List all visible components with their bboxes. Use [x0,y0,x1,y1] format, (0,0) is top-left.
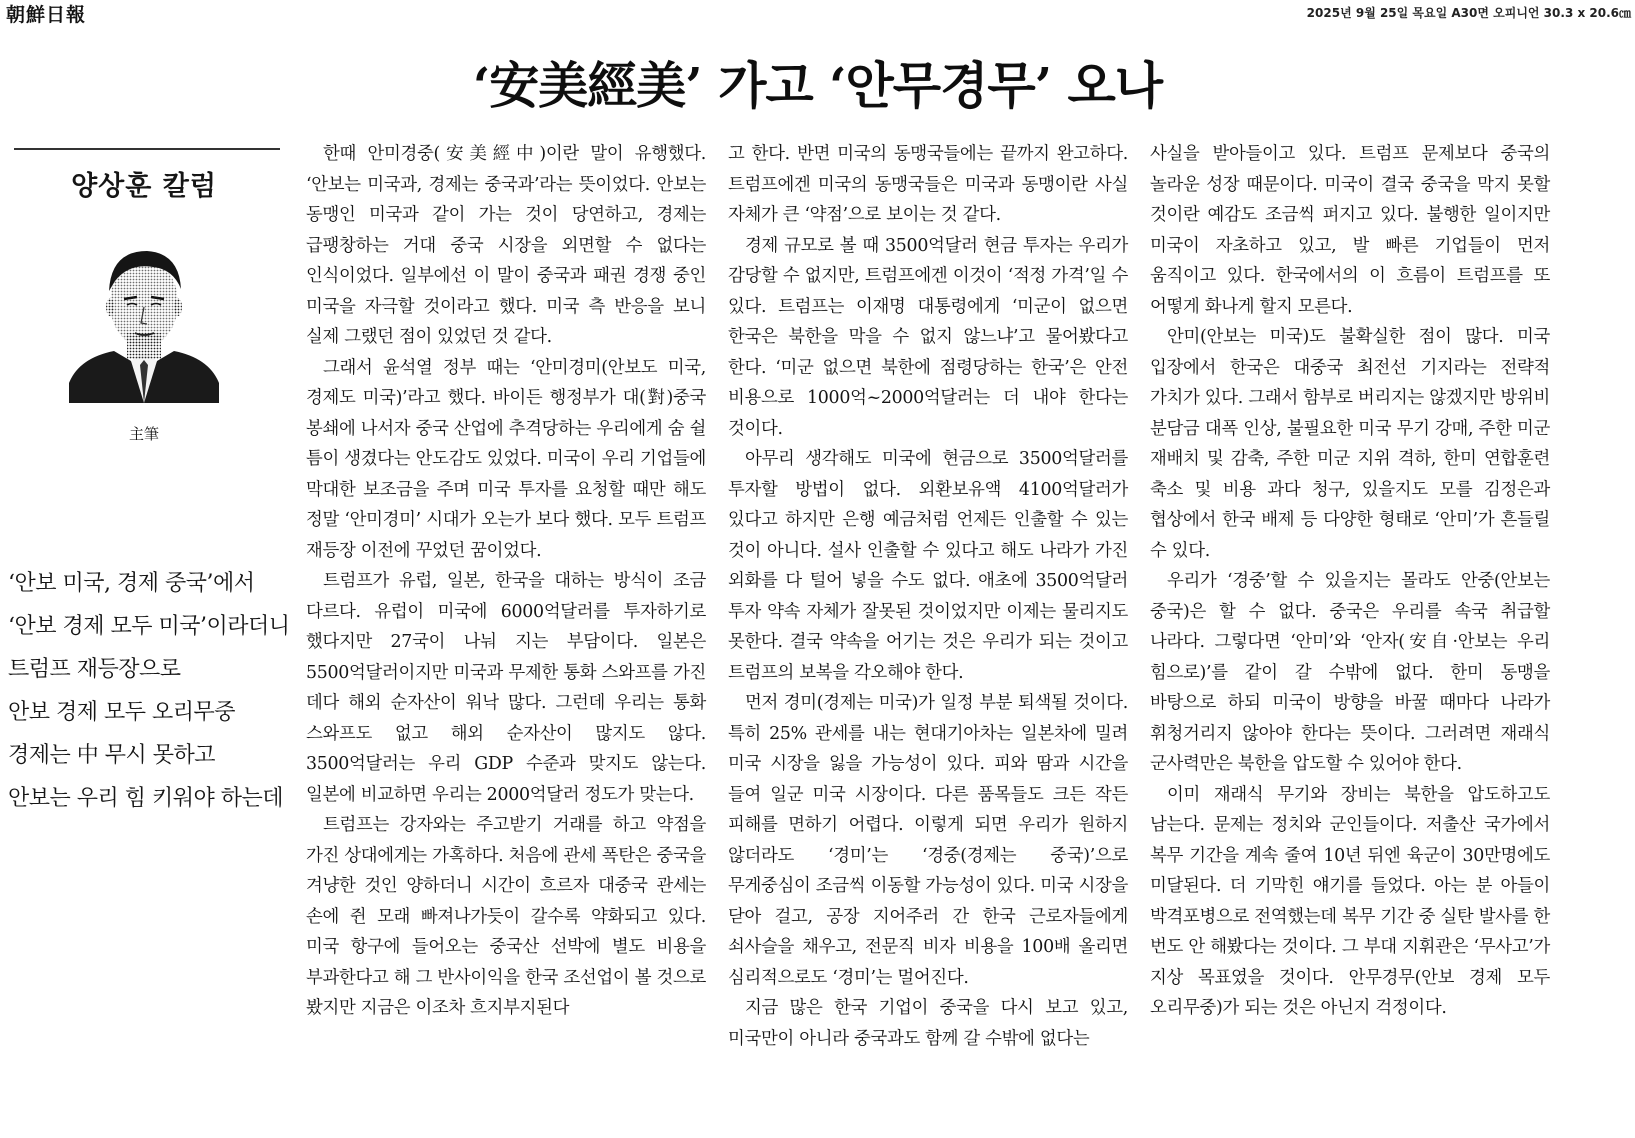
deck-line: ‘안보 미국, 경제 중국’에서 [8,571,255,596]
deck-line: 경제는 中 무시 못하고 [8,743,215,768]
article-paragraph: 한때 안미경중(安美經中)이란 말이 유행했다. ‘안보는 미국과, 경제는 중국과’라는 뜻이었다. 안보는 동맹인 미국과 같이 가는 것이 당연하고, 경제는 급팽창하는 거대 중국 시장을 외면할 수 없다는 인식이었다. 일부에선 이 말이 중국과 패권 경쟁 중인 미국을 자극할 것이라고 했다. 미국 측 반응을 보니 실제 그랬던 점이 있었던 것 같다. [306,144,706,347]
deck-line: 안보는 우리 힘 키워야 하는데 [8,786,283,811]
article-column-1 [306,139,706,1024]
deck-line: 안보 경제 모두 오리무중 [8,700,236,725]
divider [14,148,280,150]
article-paragraph: 고 한다. 반면 미국의 동맹국들에는 끝까지 완고하다. 트럼프에겐 미국의 동맹국들은 미국과 동맹이란 사실 자체가 큰 ‘약점’으로 보이는 것 같다. [728,144,1128,225]
article-paragraph: 트럼프가 유럽, 일본, 한국을 대하는 방식이 조금 다르다. 유럽이 미국에 6000억달러를 투자하기로 했다지만 27국이 나눠 지는 부담이다. 일본은 5500억달러이지만 미국과 무제한 통화 스와프를 가진 데다 해외 순자산이 워낙 많다. 그런데 우리는 통화 스와프도 없고 해외 순자산이 많지도 않다. 3500억달러는 우리 GDP 수준과 맞지도 않는다. 일본에 비교하면 우리는 2000억달러 정도가 맞는다. [306,571,706,805]
article-paragraph: 지금 많은 한국 기업이 중국을 다시 보고 있고, 미국만이 아니라 중국과도 함께 갈 수밖에 없다는 [728,998,1128,1049]
article-paragraph: 우리가 ‘경중’할 수 있을지는 몰라도 안중(안보는 중국)은 할 수 없다. 중국은 우리를 속국 취급할 나라다. 그렇다면 ‘안미’와 ‘안자(安自·안보는 우리 힘으로)’를 같이 갈 수밖에 없다. 한미 동맹을 바탕으로 하되 미국이 방향을 바꿀 때마다 나라가 휘청거리지 않아야 한다는 뜻이다. 그러려면 재래식 군사력만은 북한을 압도할 수 있어야 한다. [1150,571,1550,774]
article-column-2 [728,139,1128,1054]
article-paragraph: 트럼프는 강자와는 주고받기 거래를 하고 약점을 가진 상대에게는 가혹하다. 처음에 관세 폭탄은 중국을 겨냥한 것인 양하더니 시간이 흐르자 대중국 관세는 손에 쥔 모래 빠져나가듯이 갈수록 약화되고 있다. 미국 항구에 들어오는 중국산 선박에 별도 비용을 부과한다고 해 그 반사이익을 한국 조선업이 볼 것으로 봤지만 지금은 이조차 흐지부지된다 [306,815,706,1018]
deck-summary [8,562,288,820]
author-role: 主筆 [128,425,159,443]
edition-info: 2025년 9월 25일 목요일 A30면 오피니언 30.3 x 20.6㎝ [1306,6,1631,20]
article-paragraph: 먼저 경미(경제는 미국)가 일정 부분 퇴색될 것이다. 특히 25% 관세를 내는 현대기아차는 일본차에 밀려 미국 시장을 잃을 가능성이 있다. 피와 땀과 시간을 들여 일군 미국 시장이다. 다른 품목들도 크든 작든 피해를 면하기 어렵다. 이렇게 되면 우리가 원하지 않더라도 ‘경미’는 ‘경중(경제는 중국)’으로 무게중심이 조금씩 이동할 가능성이 있다. 미국 시장을 닫아 걸고, 공장 지어주러 간 한국 근로자들에게 쇠사슬을 채우고, 전문직 비자 비용을 100배 올리면 심리적으로도 ‘경미’는 멀어진다. [728,693,1128,988]
article-paragraph: 경제 규모로 볼 때 3500억달러 현금 투자는 우리가 감당할 수 없지만, 트럼프에겐 이것이 ‘적정 가격’일 수 있다. 트럼프는 이재명 대통령에게 ‘미군이 없으면 한국은 북한을 막을 수 없지 않느냐’고 물어봤다고 한다. ‘미군 없으면 북한에 점령당하는 한국’은 안전 비용으로 1000억~2000억달러는 더 내야 한다는 것이다. [728,235,1128,439]
article-paragraph: 아무리 생각해도 미국에 현금으로 3500억달러를 투자할 방법이 없다. 외환보유액 4100억달러가 있다고 하지만 은행 예금처럼 언제든 인출할 수 있는 것이 아니다. 설사 인출할 수 있다고 해도 나라가 가진 외화를 다 털어 넣을 수도 없다. 애초에 3500억달러 투자 약속 자체가 잘못된 것이었지만 이제는 물리지도 못한다. 결국 약속을 어기는 것은 우리가 되는 것이고 트럼프의 보복을 각오해야 한다. [728,449,1128,683]
deck-line: 트럼프 재등장으로 [8,657,181,682]
masthead-logo: 朝鮮日報 [6,4,87,26]
article-paragraph: 안미(안보는 미국)도 불확실한 점이 많다. 미국 입장에서 한국은 대중국 최전선 기지라는 전략적 가치가 있다. 그래서 함부로 버리지는 않겠지만 방위비 분담금 대폭 인상, 불필요한 미국 무기 강매, 주한 미군 재배치 및 감축, 주한 미군 지위 격하, 한미 연합훈련 축소 및 비용 과다 청구, 있을지도 모를 김정은과 협상에서 한국 배제 등 다양한 형태로 ‘안미’가 흔들릴 수 있다. [1150,327,1550,561]
article-column-3 [1150,139,1550,1024]
deck-line: ‘안보 경제 모두 미국’이라더니 [8,614,290,639]
headline: ‘安美經美’ 가고 ‘안무경무’ 오나 [472,56,1163,115]
article-paragraph: 이미 재래식 무기와 장비는 북한을 압도하고도 남는다. 문제는 정치와 군인들이다. 저출산 국가에서 복무 기간을 계속 줄여 10년 뒤엔 육군이 30만명에도 미달된다. 더 기막힌 얘기를 들었다. 아는 분 아들이 박격포병으로 전역했는데 복무 기간 중 실탄 발사를 한 번도 안 해봤다는 것이다. 그 부대 지휘관은 ‘무사고’가 지상 목표였을 것이다. 안무경무(안보 경제 모두 오리무중)가 되는 것은 아닌지 걱정이다. [1150,784,1550,1018]
article-paragraph: 사실을 받아들이고 있다. 트럼프 문제보다 중국의 놀라운 성장 때문이다. 미국이 결국 중국을 막지 못할 것이란 예감도 조금씩 퍼지고 있다. 불행한 일이지만 미국이 자초하고 있고, 발 빠른 기업들이 먼저 움직이고 있다. 한국에서의 이 흐름이 트럼프를 또 어떻게 화나게 할지 모른다. [1150,144,1550,317]
article-paragraph: 그래서 윤석열 정부 때는 ‘안미경미(안보도 미국, 경제도 미국)’라고 했다. 바이든 행정부가 대(對)중국 봉쇄에 나서자 중국 산업에 추격당하는 우리에게 숨 쉴 틈이 생겼다는 안도감도 있었다. 미국이 우리 기업들에 막대한 보조금을 주며 미국 투자를 요청할 때만 해도 정말 ‘안미경미’ 시대가 오는가 보다 했다. 모두 트럼프 재등장 이전에 꾸었던 꿈이었다. [306,357,706,561]
author-portrait [69,233,219,403]
column-name: 양상훈 칼럼 [71,171,217,202]
column-sidebar [8,148,280,444]
